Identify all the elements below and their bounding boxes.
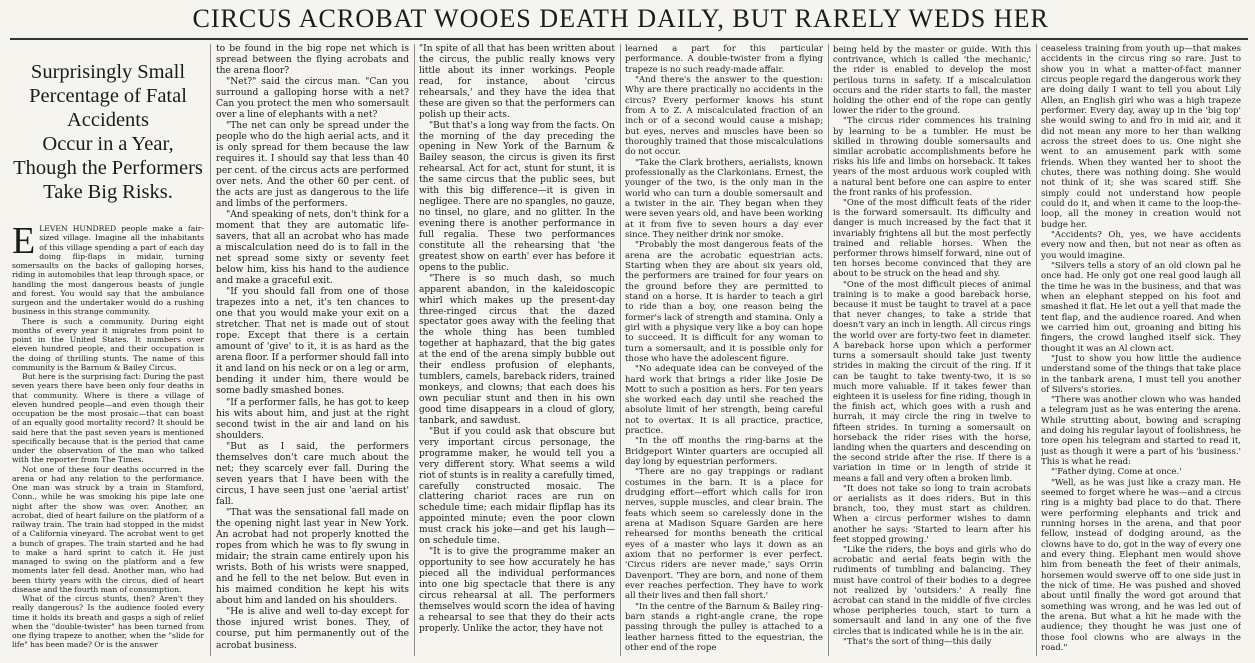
deck-line: Occur in a Year, Though the Performers: [13, 133, 203, 179]
article-paragraph: "In the centre of the Barnum & Bailey ring-barn stands a right-angle crane, the rope passing through the pulley is attached to a leather harness fitted to the equestrian, the other end of the rope: [625, 601, 823, 654]
article-paragraph: "The net can only be spread under the people who do the high aerial acts, and it is only spread for them because the law requires it. I should say that less than 40 per cent. of the circus acts are performed over nets. And the other 60 per cent. of the acts are just as dangerous to the life and limbs of the performers.: [216, 121, 409, 209]
article-column-4: [625, 44, 823, 658]
article-paragraph: being held by the master or guide. With this contrivance, which is called 'the mechanic,' the rider is enabled to develop the most perilous turns in safety. If a miscalculation occurs and the rider starts to fall, the master holding the other end of the rope can gently lower the rider to the ground.: [833, 44, 1031, 116]
article-paragraph: Not one of these four deaths occurred in the arena or had any relation to the performance. One man was struck by a train in Stamford, Conn., while he was smoking his pipe late one night after the show was over. Another, an acrobat, died of heart failure on the platform of a railway train. The train had stopped in the midst of a California vineyard. The acrobat went to get a bunch of grapes. The train started and he had to make a hard sprint to catch it. He just managed to swing on the platform and a few moments later fell dead. Another man, who had been thirty years with the circus, died of heart disease and the fourth man of consumption.: [12, 464, 204, 594]
article-paragraph: "If a performer falls, he has got to keep his wits about him, and just at the right second twist in the air and land on his shoulders.: [216, 397, 409, 441]
article-paragraph: "And there's the answer to the question: Why are there practically no accidents in the circus? Every performer knows his stunt from A to Z. A miscalculated fraction of an inch or of a second would cause a mishap; but eyes, nerves and muscles have been so thoroughly trained that those miscalculations do not occur.: [625, 74, 823, 158]
column-divider: [414, 44, 415, 656]
article-paragraph: "Well, as he was just like a crazy man. He seemed to forget where he was—and a circus ring is a mighty bad place to do that. There were performing elephants and trick and running horses in the arena, and that poor fellow, instead of dodging around, as the clowns have to do, got in the way of every one and every thing. Elephant men would shove him from beneath the feet of their animals, horsemen would swerve off to one side just in the nick of time. He was pushed and shoved about until finally the word got around that something was wrong, and he was led out of the arena. But what a hit he made with the audience; they thought he was just one of those fool clowns who are always in the road.": [1041, 477, 1241, 654]
article-paragraph: "Just to show you how little the audience understand some of the things that take place in the tanbark arena, I must tell you another of Silvers's stories.: [1041, 353, 1241, 395]
article-paragraph: "In the off months the ring-barns at the Bridgeport Winter quarters are occupied all day long by equestrian performers.: [625, 436, 823, 468]
article-paragraph: "Silvers tells a story of an old clown pal he once had. He only got one real good laugh all the time he was in the business, and that was when an elephant stepped on his foot and smashed it flat. He let out a yell that made the tent flap, and the audience roared. And when we carried him out, groaning and biting his fingers, the crowd laughed itself sick. They thought it was an Al clown act.: [1041, 260, 1241, 354]
article-paragraph: What of the circus stunts, then? Aren't they really dangerous? Is the audience fooled every time it holds its breath and gasps a sigh of relief when the "double-twister" has been turned from one flying trapeze to another, when the "slide for life" has been made? Or is the answer: [12, 594, 204, 650]
article-paragraph: "In spite of all that has been written about the circus, the public really knows very little about its inner workings. People read, for instance, about 'circus rehearsals,' and they have the idea that these are given so that the performers can polish up their acts.: [419, 44, 615, 120]
column-divider: [1036, 44, 1037, 656]
article-paragraph: "But as I said, the performers themselves don't care much about the net; they scarcely ever fall. During the seven years that I have been with the circus, I have seen just one 'aerial artist' fall.: [216, 441, 409, 507]
headline: CIRCUS ACROBAT WOOES DEATH DAILY, BUT RARELY WEDS HER: [192, 3, 1049, 33]
column-divider: [828, 44, 829, 656]
article-paragraph: "The circus rider commences his training by learning to be a tumbler. He must be skilled in throwing double somersaults and similar acrobatic accomplishments before he risks his life and limbs on horseback. It takes years of the most arduous work coupled with a natural bent before one can aspire to enter the front ranks of his profession.: [833, 115, 1031, 197]
article-paragraph: "It does not take so long to train acrobats or aerialists as it does riders. But in this branch, too, they must start as children. When a circus performer wishes to damn another he says: 'Started to learn after his feet stopped growing.': [833, 482, 1031, 544]
article-paragraph: "But if you could ask that obscure but very important circus personage, the programme maker, he would tell you a very different story. What seems a wild riot of stunts is in reality a carefully timed, carefully constructed mosaic. The clattering chariot races are run on schedule time; each midair flipflap has its appointed minute; even the poor clown must crack his joke—and get his laugh—on schedule time.: [419, 426, 615, 547]
article-paragraph: "That's the sort of thing—this daily: [843, 635, 992, 646]
article-paragraph: "He is alive and well to-day except for those injured wrist bones. They, of course, put him permanently out of the acrobat business.: [216, 607, 409, 651]
article-paragraph: "There was another clown who was handed a telegram just as he was entering the arena. While strutting about, bowing and scraping and doing his regular layout of foolishness, he tore open his telegram and started to read it, just as though it were a part of his 'business.' This is what he read:: [1041, 395, 1241, 468]
article-paragraph: "Net?" said the circus man. "Can you surround a galloping horse with a net? Can you protect the men who somersault over a line of elephants with a net?: [216, 77, 409, 121]
article-paragraph: There is such a community. During eight months of every year it migrates from point to point in the United States. It numbers over eleven hundred people, and their occupation is the doing of thrilling stunts. The name of this community is the Barnum & Bailey Circus.: [12, 316, 204, 372]
article-paragraph: ceaseless training from youth up—that makes accidents in the circus ring so rare. Just to show you in what a matter-of-fact manner circus people regard the dangerous work they are doing daily I want to tell you about Lily Allen, an English girl who was a high trapeze performer. Every day, away up in the 'big top' she would swing to and fro in mid air, and it did not mean any more to her than walking across the street does to us. One night she went to an amusement park with some friends. When they wanted her to shoot the chutes, there was nothing doing. She would not think of it; she was scared stiff. She simply could not understand how people could do it, and when it came to the loop-the-loop, all the money in creation would not budge her.: [1041, 44, 1241, 230]
article-paragraph: "Take the Clark brothers, aerialists, known professionally as the Clarkonians. Ernest, the younger of the two, is the only man in the world who can turn a double somersault and a twister in the air. They began when they were seven years old, and have been working at it from five to seven hours a day ever since. They neither drink nor smoke.: [625, 157, 823, 240]
article-paragraph: "One of the most difficult feats of the rider is the forward somersault. Its difficulty and danger is much increased by the fact that it invariably frightens all but the most perfectly trained and reliable horses. When the performer throws himself forward, nine out of ten horses become convinced that they are about to be struck on the head and shy.: [833, 197, 1031, 279]
article-paragraph: "One of the most difficult pieces of animal training is to make a good bareback horse, because it must be taught to travel at a pace that never changes, to take a stride that doesn't vary an inch in length. All circus rings the world over are forty-two feet in diameter. A bareback horse upon which a performer turns a somersault should take just twenty strides in making the circuit of the ring. If it can be taught to take twenty-two, it is so much more valuable. If it takes fewer than eighteen it is useless for fine riding, though in the finish act, which goes with a rush and hurrah, it may circle the ring in twelve to fifteen strides. In turning a somersault on horseback the rider rises with the horse, landing when the quarters and descending on the second stride after the rise. If there is a variation in time or in length of stride it means a fall and very often a broken limb.: [833, 278, 1031, 483]
article-column-2: [216, 44, 409, 658]
article-paragraph: But here is the surprising fact: During the past seven years there have been only four deaths in that community. Where is there a village of eleven hundred people—and even though their occupation be the most prosaic—that can boast of an equally good mortality record? It should be said here that the past seven years is mentioned specifically because that is the period that came under the observation of the man who talked with the reporter from The Times.: [12, 372, 204, 465]
drop-cap: E: [12, 220, 36, 262]
article-paragraph: [12, 220, 204, 317]
article-paragraph: "Probably the most dangerous feats of the arena are the acrobatic equestrian acts. Starting when they are about six years old, the performers are trained for four years on the ground before they are permitted to stand on a horse. It is harder to teach a girl to ride than a boy, one reason being the former's lack of strength and stamina. Only a girl with a physique very like a boy can hope to succeed. It is difficult for any woman to turn a somersault, and it is possible only for those who have the adolescent figure.: [625, 240, 823, 364]
article-paragraph: "And speaking of nets, don't think for a moment that they are automatic life-savers, that all an acrobat who has made a miscalculation need do is to fall in the net spread some sixty or seventy feet below him, kiss his hand to the audience and make a graceful exit.: [216, 209, 409, 286]
article-paragraph: "There are no gay trappings or radiant costumes in the barn. It is a place for drudging effort—effort which calls for iron nerves, supple muscles, and clear brain. The feats which seem so carelessly done in the arena at Madison Square Garden are here rehearsed for months beneath the critical eyes of a master who lays it down as an axiom that no performer is ever perfect. 'Circus riders are never made,' says Orrin Davenport. 'They are born, and none of them ever reaches perfection. They have to work all their lives and then fall short.': [625, 467, 823, 602]
article-paragraph: to be found in the big rope net which is spread between the flying acrobats and the arena floor?: [216, 44, 409, 77]
article-column-1: [12, 44, 204, 658]
article-paragraph: "If you should fall from one of those trapezes into a net, it's ten chances to one that you would make your exit on a stretcher. That net is made out of stout rope. Except that there is a certain amount of 'give' to it, it is as hard as the arena floor. If a performer should fall into it and land on his neck or on a leg or arm, bending it under him, there would be some badly smashed bones.: [216, 287, 409, 397]
article-paragraph: "Accidents? Oh, yes, we have accidents every now and then, but not near as often as you would imagine.: [1041, 229, 1241, 261]
article-paragraph: "'Father dying. Come at once.': [1051, 467, 1182, 478]
column-divider: [620, 44, 621, 656]
article-paragraph: "It is to give the programme maker an opportunity to see how accurately he has pieced all the individual performances into one big spectacle that there is any circus rehearsal at all. The performers themselves would scorn the idea of having a rehearsal to see that they do their acts properly. Unlike the actor, they have not: [419, 547, 615, 634]
deck-line: Take Big Risks.: [43, 181, 173, 203]
article-paragraph: learned a part for this particular performance. A double-twister from a flying trapeze is no such ready-made affair.: [625, 44, 823, 75]
article-paragraph: "Like the riders, the boys and girls who do acrobatic and aerial feats begin with the rudiments of tumbling and balancing. They must have control of their bodies to a degree not realized by 'outsiders.' A really fine acrobat can stand in the middle of five circles whose peripheries touch, start to turn a somersault and land in any one of the five circles that is indicated while he is in the air.: [833, 543, 1031, 636]
article-paragraph: "That was the sensational fall made on the opening night last year in New York. An acrobat had not properly knotted the ropes from which he was to fly swung in midair; the strain came entirely upon his wrists. Both of his wrists were snapped, and he fell to the net below. But even in his maimed condition he kept his wits about him and landed on his shoulders.: [216, 507, 409, 607]
column-divider: [210, 44, 211, 656]
article-paragraph: "But that's a long way from the facts. On the morning of the day preceding the opening in New York of the Barnum & Bailey season, the circus is given its first rehearsal. Act for act, stunt for stunt, it is the same circus that the public sees, but with this big difference—it is given in negligee. There are no spangles, no gauze, no tinsel, no glare, and no glitter. In the evening there is another performance in full regalia. These two performances constitute all the rehearsing that 'the greatest show on earth' ever has before it opens to the public.: [419, 120, 615, 273]
deck-line: Surprisingly Small Percentage of Fatal Accidents: [29, 61, 187, 131]
article-column-5: [833, 44, 1031, 658]
article-paragraph: "No adequate idea can be conveyed of the hard work that brings a rider like Josie De Mott to such a position as hers. For ten years she worked each day until she reached the absolute limit of her strength, being careful not to overtax. It is all practice, practice, practice.: [625, 364, 823, 437]
paragraph-text: LEVEN HUNDRED people make a fair-sized village. Imagine all the inhabitants of this village spending a part of each day doing flip-flaps in midair, turning somersaults on the backs of galloping horses, riding in automobiles that leap through space, or handling the most dangerous beasts of jungle and forest. You would say that the ambulance surgeon and the undertaker would do a rushing business in this strange community.: [12, 224, 204, 317]
deck-headline: [12, 60, 204, 204]
article-paragraph: "There is so much dash, so much apparent abandon, in the kaleidoscopic whirl which makes up the present-day three-ringed circus that the dazed spectator goes away with the feeling that the whole thing has been tumbled together at haphazard, that the big gates at the end of the arena simply bubble out their endless profusion of elephants, tumblers, camels, bareback riders, trained monkeys, and clowns; that each does his own peculiar stunt and then in his own good time disappears in a cloud of glory, tanbark, and sawdust.: [419, 273, 615, 426]
article-column-6: [1041, 44, 1241, 658]
headline-rule: [10, 38, 1248, 40]
article-column-3: [419, 44, 615, 658]
